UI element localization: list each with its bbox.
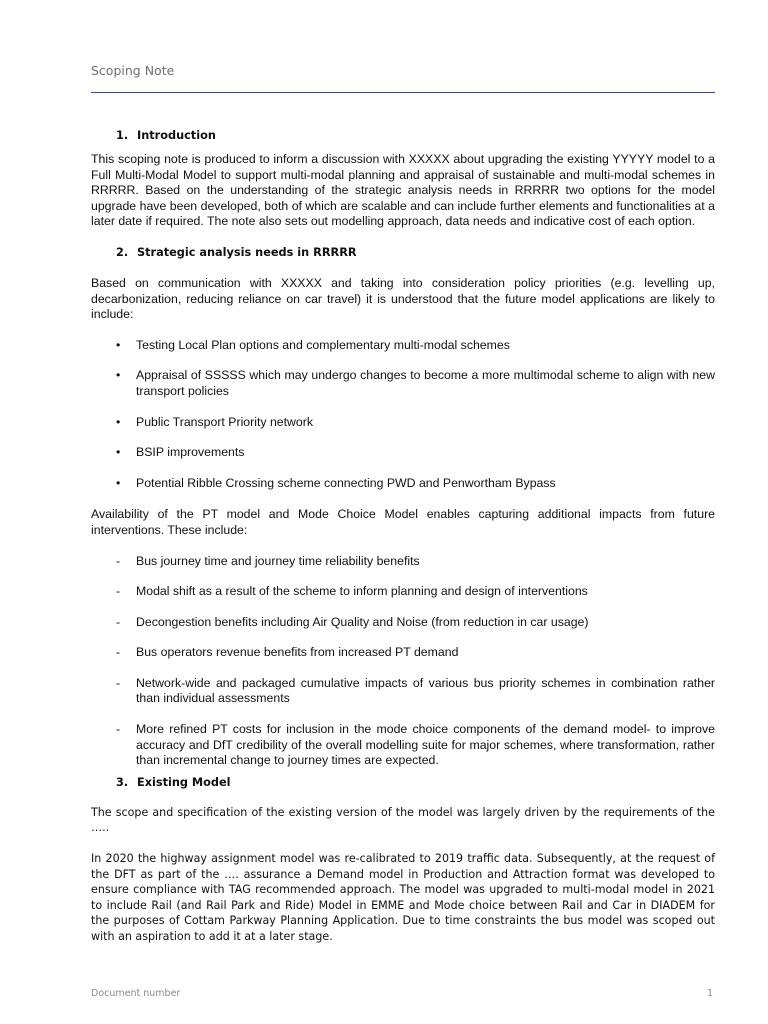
applications-bullet-list: [91, 338, 715, 492]
list-item: - Bus journey time and journey time reliability benefits: [116, 553, 420, 568]
bullet-marker: •: [116, 475, 121, 490]
list-item: • Appraisal of SSSSS which may undergo changes to become a more multimodal scheme to align with new transport policies: [116, 368, 715, 398]
dash-marker: -: [116, 722, 121, 737]
bullet-marker: •: [116, 414, 121, 429]
list-item: - Bus operators revenue benefits from increased PT demand: [116, 645, 459, 660]
document-header-title: Scoping Note: [91, 63, 175, 78]
impacts-dash-list: [91, 554, 715, 769]
list-item: • BSIP improvements: [116, 445, 245, 460]
section-heading-existing-model: [91, 775, 715, 791]
list-item: - Modal shift as a result of the scheme to inform planning and design of interventions: [116, 584, 588, 599]
section-number: 3.: [116, 775, 129, 789]
section-heading-strategic-needs: [91, 245, 715, 261]
document-body: [91, 128, 715, 945]
dash-marker: -: [116, 584, 121, 599]
needs-paragraph: Based on communication with XXXXX and taking into consideration policy priorities (e.g. levelling up, decarbonization, reducing reliance on car travel) it is understood that the future model applications are likely to include:: [91, 275, 715, 322]
list-item: • Testing Local Plan options and complementary multi-modal schemes: [116, 337, 510, 352]
list-item: - Decongestion benefits including Air Quality and Noise (from reduction in car usage): [116, 614, 589, 629]
section-title: Existing Model: [137, 775, 231, 789]
dash-marker: -: [116, 614, 121, 629]
section-title: Strategic analysis needs in RRRRR: [137, 245, 357, 259]
bullet-marker: •: [116, 445, 121, 460]
list-item: • Potential Ribble Crossing scheme connecting PWD and Penwortham Bypass: [116, 475, 556, 490]
bullet-marker: •: [116, 337, 121, 352]
bullet-marker: •: [116, 368, 121, 383]
header-divider: [91, 92, 715, 93]
section-title: Introduction: [137, 129, 216, 142]
list-item: • Public Transport Priority network: [116, 414, 314, 429]
section-number: 1.: [116, 129, 129, 142]
intro-paragraph: This scoping note is produced to inform a discussion with XXXXX about upgrading the existing YYYYY model to a Full Multi-Modal Model to support multi-modal planning and appraisal of sustainable and multi-modal schemes in RRRRR. Based on the understanding of the strategic analysis needs in RRRRR two options for the model upgrade have been developed, both of which are scalable and can include further elements and functionalities at a later date if required. The note also sets out modelling approach, data needs and indicative cost of each option.: [91, 152, 715, 229]
list-item: - Network-wide and packaged cumulative impacts of various bus priority schemes in combination rather than individual assessments: [116, 675, 715, 706]
footer-page-number: 1: [707, 988, 714, 999]
section-number: 2.: [116, 245, 129, 259]
dash-marker: -: [116, 645, 121, 660]
existing-history-paragraph: In 2020 the highway assignment model was re-calibrated to 2019 traffic data. Subsequently, at the request of the DFT as part of the …. assurance a Demand model in Production and Attraction format was developed to ensure compliance with TAG recommended approach. The model was upgraded to multi-modal model in 2021 to include Rail (and Rail Park and Ride) Model in EMME and Mode choice between Rail and Car in DIADEM for the purposes of Cottam Parkway Planning Application. Due to time constraints the bus model was scoped out with an aspiration to add it at a later stage.: [91, 852, 715, 943]
existing-scope-paragraph: The scope and specification of the existing version of the model was largely driven by the requirements of the …..: [91, 805, 715, 835]
pt-model-paragraph: Availability of the PT model and Mode Choice Model enables capturing additional impacts from future interventions. These include:: [91, 507, 715, 537]
list-item: - More refined PT costs for inclusion in the mode choice components of the demand model- to improve accuracy and DfT credibility of the overall modelling suite for major schemes, where transformation, rather than incremental change to journey times are expected.: [116, 722, 715, 768]
footer-document-number: Document number: [91, 988, 181, 999]
dash-marker: -: [116, 553, 121, 568]
section-heading-introduction: [91, 128, 715, 144]
dash-marker: -: [116, 675, 121, 690]
